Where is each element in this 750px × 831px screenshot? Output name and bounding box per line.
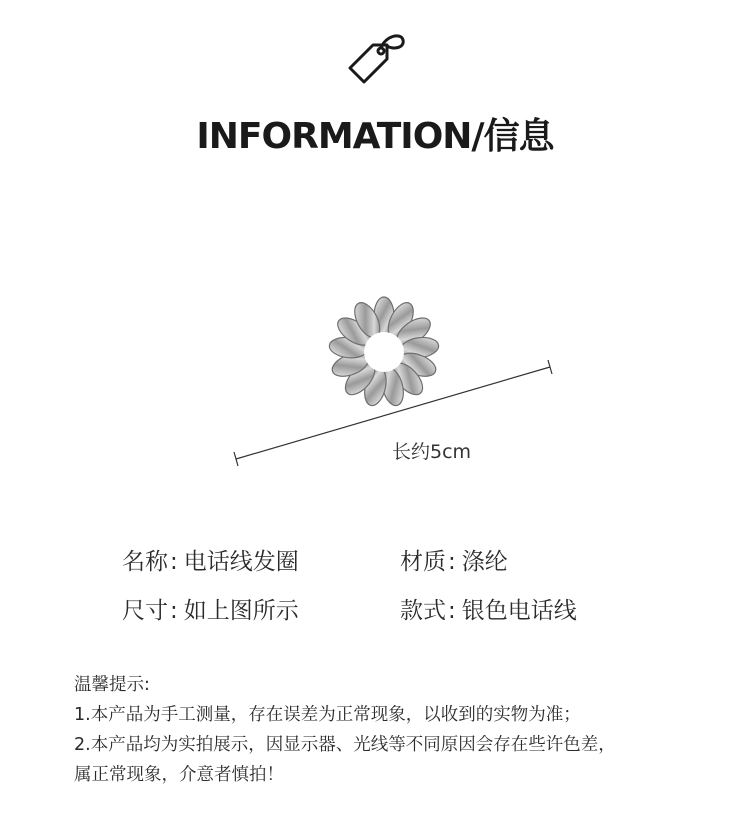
notes-title: 温馨提示: [74,675,150,695]
page-title: INFORMATION/信息 [196,116,554,157]
notes-line: 1.本产品为手工测量，存在误差为正常现象，以收到的实物为准； [74,705,581,725]
spec-style-key: 款式 [400,598,446,624]
spec-size: 尺寸: 如上图所示 [122,598,299,624]
spec-name: 名称: 电话线发圈 [122,549,299,575]
spec-material: 材质: 涤纶 [400,549,508,575]
spec-size-key: 尺寸 [122,598,168,624]
notes [74,670,616,790]
notes-line: 属正常现象，介意者慎拍！ [74,765,284,785]
spec-size-value: 如上图所示 [183,598,299,624]
measure-label: 长约5cm [392,441,472,463]
spec-style-value: 银色电话线 [461,598,577,624]
spec-material-value: 涤纶 [461,549,508,575]
spec-material-key: 材质 [400,549,446,575]
spec-name-value: 电话线发圈 [183,549,299,575]
spec-name-key: 名称 [122,549,168,575]
notes-line: 2.本产品均为实拍展示，因显示器、光线等不同原因会存在些许色差， [74,735,616,755]
spec-style: 款式: 银色电话线 [400,598,577,624]
price-tag-icon [345,30,407,88]
